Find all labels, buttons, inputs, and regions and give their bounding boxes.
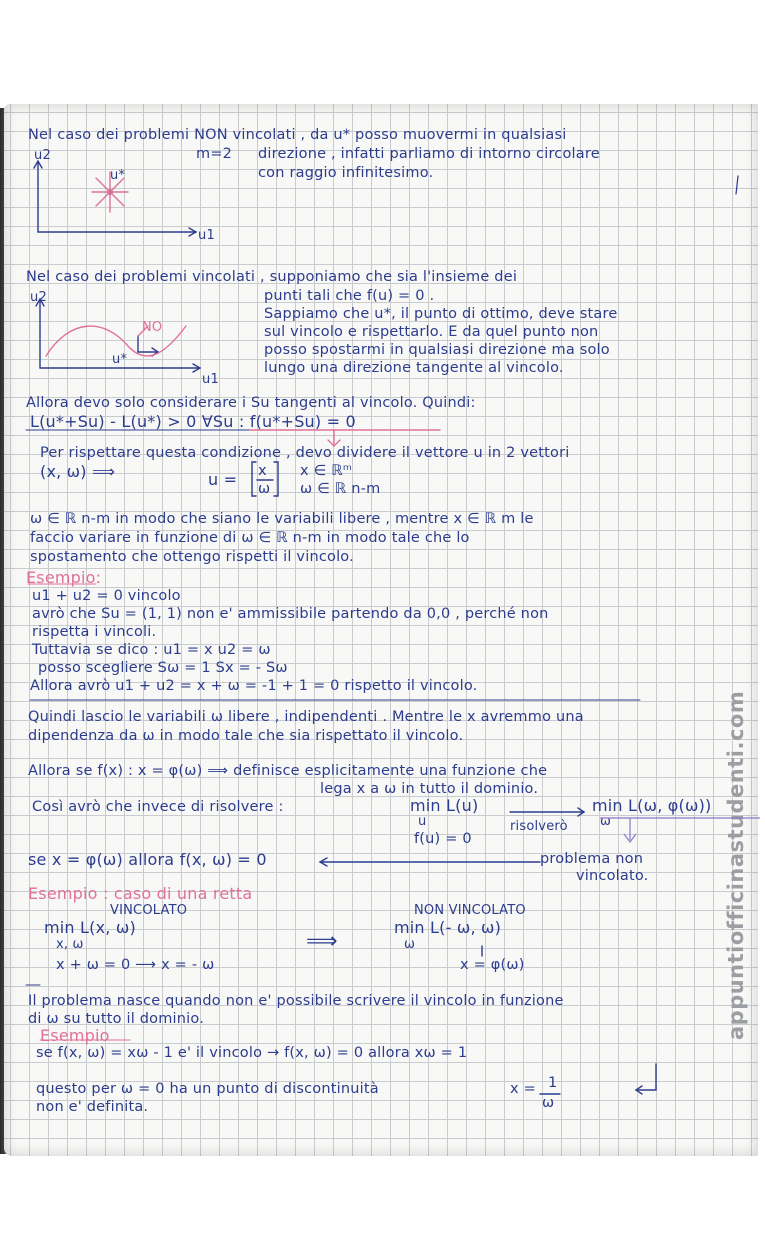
p4-line1: Per rispettare questa condizione , devo dividere il vettore u in 2 vettori [40,445,570,461]
p8-solve: risolverò [510,819,568,834]
ex2-left-sub: x, ω [56,937,84,952]
p8-min: min L(u) [410,796,479,815]
vector-left-bracket [252,462,256,496]
ex1-line6: Allora avrò u1 + u2 = x + ω = -1 + 1 = 0 rispetto il vincolo. [30,678,478,694]
p2-line5: posso spostarmi in qualsiasi direzione ma solo [264,342,610,358]
p1-m: m=2 [196,146,233,162]
p5-line1: ω ∈ ℝ n-m in modo che siano le variabili libere , mentre x ∈ ℝ m le [30,511,534,527]
p1-line3: con raggio infinitesimo. [258,165,434,181]
ex1-line5: posso scegliere Sω = 1 Sx = - Sω [38,660,288,676]
fig1-u1-label: u1 [198,228,215,243]
p8-min2-sub: ω [600,814,612,829]
fig1-u2-label: u2 [34,148,51,163]
ex2-right-heading: NON VINCOLATO [414,903,526,918]
example2-title: Esempio : caso di una retta [28,884,253,903]
p3-line1: Allora devo solo considerare i Su tangenti al vincolo. Quindi: [26,395,476,411]
p6-line1: Quindi lascio le variabili ω libere , indipendenti . Mentre le x avremmo una [28,709,584,725]
p8-min-sub: u [418,814,427,829]
p4-w-domain: ω ∈ ℝ n-m [300,481,381,497]
p9-line1: se x = φ(ω) allora f(x, ω) = 0 [28,850,267,869]
ex2-right-min: min L(- ω, ω) [394,918,502,937]
fig2-u2-label: u2 [30,290,47,305]
p4-vector-w: ω [258,481,271,497]
p5-line3: spostamento che ottengo rispetti il vincolo. [30,549,354,565]
watermark: appuntiofficinastudenti.com [724,690,748,1040]
fig1-dir-nw [96,178,110,192]
p9-right1: problema non [540,851,644,867]
p4-vector-x: x [258,463,267,479]
ex1-line4: Tuttavia se dico : u1 = x u2 = ω [32,642,271,658]
fig2-constraint-curve [46,326,186,356]
p5-line2: faccio variare in funzione di ω ∈ ℝ n-m in modo tale che lo [30,530,470,546]
p2-line4: sul vincolo e rispettarlo. E da quel punto non [264,324,599,340]
p8-line1: Così avrò che invece di risolvere : [32,799,284,815]
ex2-implies: ⟹ [306,929,338,954]
ex2-left-min: min L(x, ω) [44,918,136,937]
p1-line2: direzione , infatti parliamo di intorno circolare [258,146,600,162]
fig2-ustar-label: u* [112,352,128,367]
fig1-dir-sw [96,192,110,206]
example1-title: Esempio: [26,568,102,587]
p10-line2: di ω su tutto il dominio. [28,1011,205,1027]
p2-line1: Nel caso dei problemi vincolati , supponiamo che sia l'insieme dei [26,269,518,285]
p7-line1: Allora se f(x) : x = φ(ω) ⟹ definisce esplicitamente una funzione che [28,763,548,779]
fig2-no-label: NO [142,320,163,335]
p2-line6: lungo una direzione tangente al vincolo. [264,360,564,376]
ex3-line2: questo per ω = 0 ha un punto di discontinuità [36,1081,379,1097]
p4-pair: (x, ω) ⟹ [40,462,116,481]
example3-title: Esempio [40,1026,110,1045]
fig1-dir-se [110,192,124,206]
ex1-line2: avrò che Su = (1, 1) non e' ammissibile partendo da 0,0 , perché non [32,606,549,622]
fig1-dir-ne [110,178,124,192]
ex3-hook-arrow [636,1064,656,1090]
fig2-u1-label: u1 [202,372,219,387]
ex2-right-sub: ω [404,937,416,952]
p6-line2: dipendenza da ω in modo tale che sia rispettato il vincolo. [28,728,464,744]
ex3-fraction-x: x = [510,1081,536,1097]
ex2-left-constraint: x + ω = 0 ⟶ x = - ω [56,957,215,973]
p8-min2: min L(ω, φ(ω)) [592,796,712,815]
vector-right-bracket [274,462,278,496]
p3-equation: L(u*+Su) - L(u*) > 0 ∀Su : f(u*+Su) = 0 [30,412,356,431]
ex3-fraction-den: ω [542,1095,555,1111]
p2-line2: punti tali che f(u) = 0 . [264,288,435,304]
ex2-right-constraint: x = φ(ω) [460,957,525,973]
fig2-no-arrow [138,326,148,336]
margin-mark [736,176,738,194]
ex3-fraction-num: 1 [548,1075,558,1091]
p8-constraint: f(u) = 0 [414,831,472,847]
p9-right2: vincolato. [576,868,649,884]
ex3-line3: non e' definita. [36,1099,149,1115]
p1-line1: Nel caso dei problemi NON vincolati , da u* posso muovermi in qualsiasi [28,127,567,143]
ex1-line3: rispetta i vincoli. [32,624,157,640]
ex1-line1: u1 + u2 = 0 vincolo [32,588,181,604]
ex3-line1: se f(x, ω) = xω - 1 e' il vincolo → f(x, ω) = 0 allora xω = 1 [36,1045,468,1061]
p7-line2: lega x a ω in tutto il dominio. [320,781,539,797]
ex2-left-heading: VINCOLATO [110,903,188,918]
p4-u: u = [208,470,238,489]
p10-line1: Il problema nasce quando non e' possibile scrivere il vincolo in funzione [28,993,564,1009]
p4-x-domain: x ∈ ℝᵐ [300,463,353,479]
fig1-ustar-label: u* [110,168,126,183]
p2-line3: Sappiamo che u*, il punto di ottimo, deve stare [264,306,618,322]
